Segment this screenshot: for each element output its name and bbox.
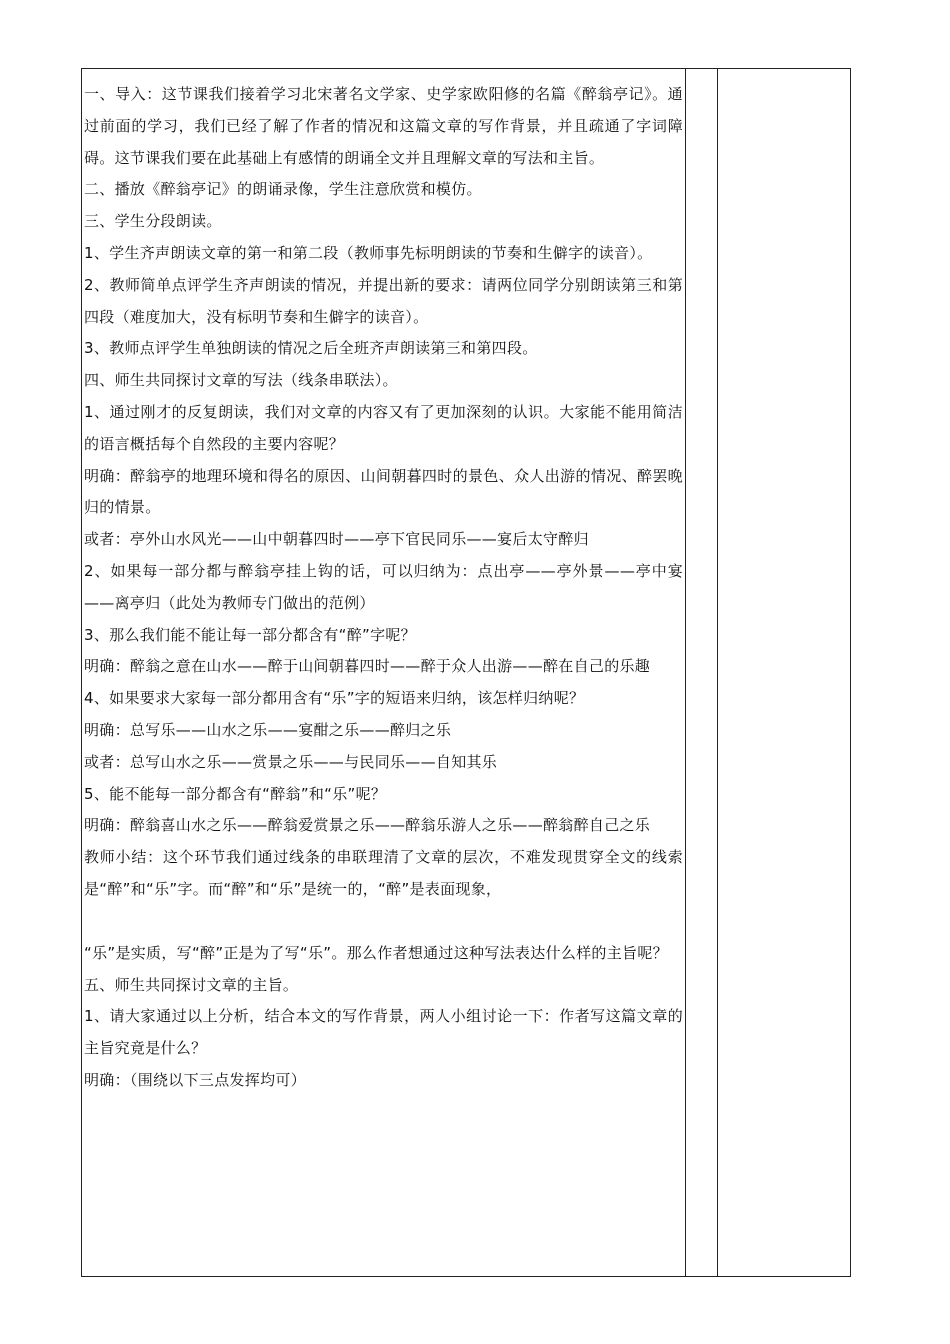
para-4-1: 1、通过刚才的反复朗读，我们对文章的内容又有了更加深刻的认识。大家能不能用简洁的语言概括每个自然段的主要内容呢？ xyxy=(84,402,683,453)
para-4-3: 3、那么我们能不能让每一部分都含有“醉”字呢？ xyxy=(84,625,416,644)
para-4-4-answer: 明确：总写乐——山水之乐——宴酣之乐——醉归之乐 xyxy=(84,720,452,739)
narrow-empty-cell xyxy=(686,69,718,1276)
para-4-1-alt: 或者：亭外山水风光——山中朝暮四时——亭下官民同乐——宴后太守醉归 xyxy=(84,530,589,549)
para-step-5: 五、师生共同探讨文章的主旨。 xyxy=(84,975,299,994)
para-summary-cont: “乐”是实质，写“醉”正是为了写“乐”。那么作者想通过这种写法表达什么样的主旨呢？ xyxy=(84,943,668,962)
para-intro: 一、导入：这节课我们接着学习北宋著名文学家、史学家欧阳修的名篇《醉翁亭记》。通过前面的学习，我们已经了解了作者的情况和这篇文章的写作背景，并且疏通了字词障碍。这节课我们要在此基础上有感情的朗诵全文并且理解文章的写法和主旨。 xyxy=(84,85,683,167)
para-step-4: 四、师生共同探讨文章的写法（线条串联法）。 xyxy=(84,371,398,390)
para-4-1-answer: 明确：醉翁亭的地理环境和得名的原因、山间朝暮四时的景色、众人出游的情况、醉罢晚归的情景。 xyxy=(84,466,683,517)
para-3-2: 2、教师简单点评学生齐声朗读的情况，并提出新的要求：请两位同学分别朗读第三和第四段（难度加大，没有标明节奏和生僻字的读音）。 xyxy=(84,275,683,326)
para-4-4-alt: 或者：总写山水之乐——赏景之乐——与民同乐——自知其乐 xyxy=(84,752,498,771)
para-4-5: 5、能不能每一部分都含有“醉翁”和“乐”呢？ xyxy=(84,784,387,803)
para-4-4: 4、如果要求大家每一部分都用含有“乐”字的短语来归纳，该怎样归纳呢？ xyxy=(84,689,585,708)
para-summary: 教师小结：这个环节我们通过线条的串联理清了文章的层次，不难发现贯穿全文的线索是“醉”和“乐”字。而“醉”和“乐”是统一的，“醉”是表面现象， xyxy=(84,848,683,898)
para-4-3-answer: 明确：醉翁之意在山水——醉于山间朝暮四时——醉于众人出游——醉在自己的乐趣 xyxy=(84,657,651,676)
para-3-3: 3、教师点评学生单独朗读的情况之后全班齐声朗读第三和第四段。 xyxy=(84,339,538,358)
blank-line xyxy=(84,906,683,938)
para-3-1: 1、学生齐声朗读文章的第一和第二段（教师事先标明朗读的节奏和生僻字的读音）。 xyxy=(84,243,653,262)
para-5-1-answer: 明确：（围绕以下三点发挥均可） xyxy=(84,1070,307,1089)
lesson-text xyxy=(82,69,685,1097)
lesson-content-cell xyxy=(82,69,686,1276)
para-5-1: 1、请大家通过以上分析，结合本文的写作背景，两人小组讨论一下：作者写这篇文章的主旨究竟是什么？ xyxy=(84,1007,683,1058)
para-step-3: 三、学生分段朗读。 xyxy=(84,212,222,231)
para-step-2: 二、播放《醉翁亭记》的朗诵录像，学生注意欣赏和模仿。 xyxy=(84,180,482,199)
para-4-5-answer: 明确：醉翁喜山水之乐——醉翁爱赏景之乐——醉翁乐游人之乐——醉翁醉自己之乐 xyxy=(84,816,651,835)
para-4-2: 2、如果每一部分都与醉翁亭挂上钩的话，可以归纳为：点出亭——亭外景——亭中宴——离亭归（此处为教师专门做出的范例） xyxy=(84,561,683,612)
notes-empty-cell xyxy=(718,69,850,1276)
lesson-table xyxy=(81,68,851,1277)
